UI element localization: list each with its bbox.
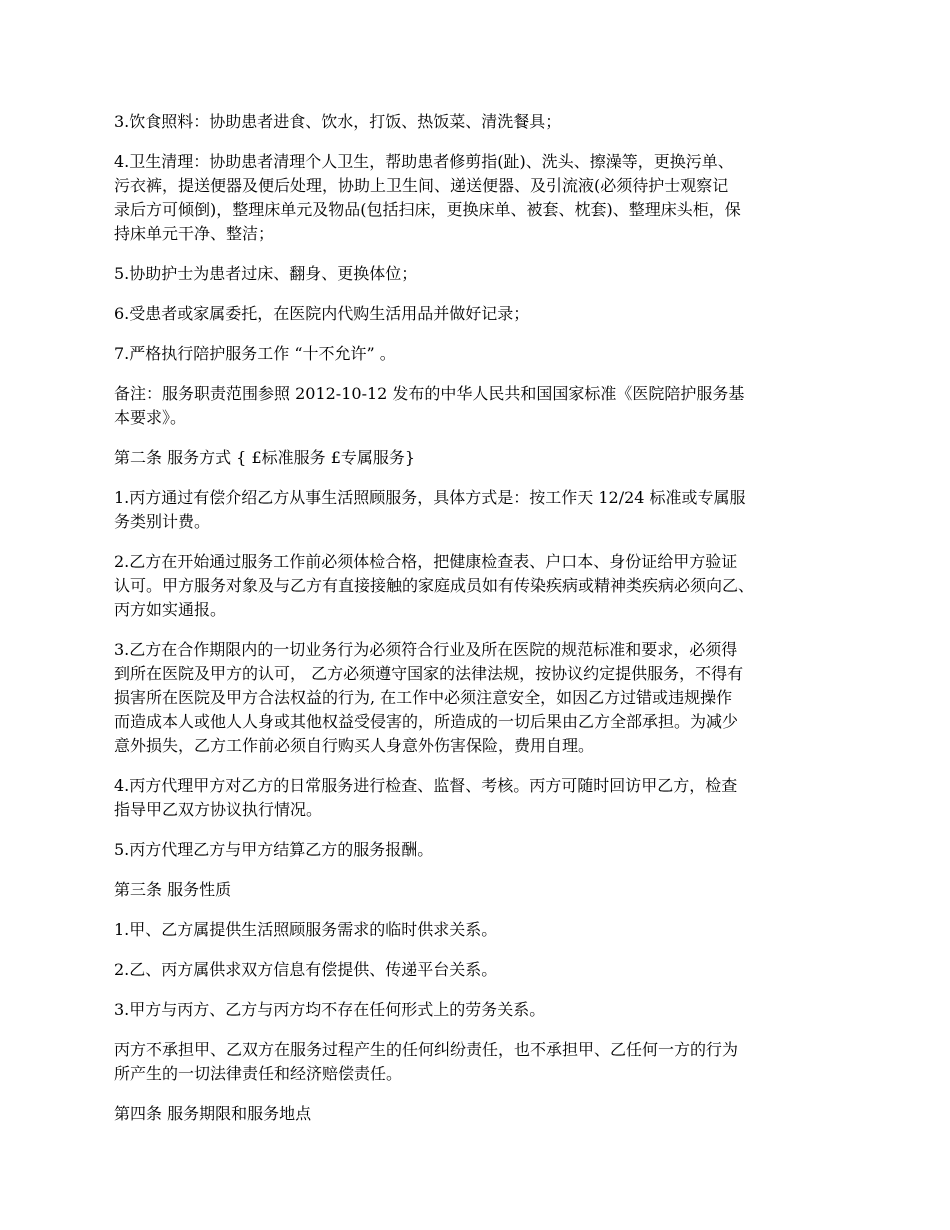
text-line: 指导甲乙双方协议执行情况。: [114, 800, 323, 819]
paragraph-article-3-item-3: [114, 998, 854, 1022]
paragraph-ten-rules: [114, 342, 854, 366]
paragraph-article-2-item-1: [114, 486, 854, 534]
text-line: 3.乙方在合作期限内的一切业务行为必须符合行业及所在医院的规范标准和要求，必须得: [114, 640, 738, 659]
text-line: 本要求》。: [114, 408, 187, 427]
text-line: 3.甲方与丙方、乙方与丙方均不存在任何形式上的劳务关系。: [114, 1000, 546, 1019]
paragraph-article-3-item-1: [114, 918, 854, 942]
text-line: 而造成本人或他人人身或其他权益受侵害的，所造成的一切后果由乙方全部承担。为减少: [114, 712, 739, 731]
paragraph-meal-care: [114, 110, 854, 134]
paragraph-hygiene: [114, 150, 854, 246]
text-line: 务类别计费。: [114, 512, 211, 531]
text-line: 污衣裤，提送便器及便后处理，协助上卫生间、递送便器、及引流液(必须待护士观察记: [114, 176, 729, 195]
paragraph-note: [114, 382, 854, 430]
text-line: 录后方可倾倒)，整理床单元及物品(包括扫床，更换床单、被套、枕套)、整理床头柜，保: [114, 200, 741, 219]
text-line: 所产生的一切法律责任和经济赔偿责任。: [114, 1064, 403, 1083]
text-line: 5.丙方代理乙方与甲方结算乙方的服务报酬。: [114, 840, 434, 859]
text-line: 丙方不承担甲、乙双方在服务过程产生的任何纠纷责任，也不承担甲、乙任何一方的行为: [114, 1040, 739, 1059]
paragraph-article-3-item-2: [114, 958, 854, 982]
text-line: 第二条 服务方式 { £标准服务 £专属服务}: [114, 448, 416, 467]
text-line: 第四条 服务期限和服务地点: [114, 1104, 312, 1123]
paragraph-article-2-item-5: [114, 838, 854, 862]
text-line: 1.丙方通过有偿介绍乙方从事生活照顾服务，具体方式是：按工作天 12/24 标准或专属服: [114, 488, 746, 507]
paragraph-assist-nurse: [114, 262, 854, 286]
text-line: 4.卫生清理：协助患者清理个人卫生，帮助患者修剪指(趾)、洗头、擦澡等，更换污单、: [114, 152, 734, 171]
heading-article-2: [114, 446, 854, 470]
text-line: 到所在医院及甲方的认可， 乙方必须遵守国家的法律法规，按协议约定提供服务，不得有: [114, 664, 744, 683]
text-line: 损害所在医院及甲方合法权益的行为, 在工作中必须注意安全，如因乙方过错或违规操作: [114, 688, 733, 707]
text-line: 5.协助护士为患者过床、翻身、更换体位；: [114, 264, 418, 283]
paragraph-article-2-item-2: [114, 550, 854, 622]
text-line: 2.乙方在开始通过服务工作前必须体检合格，把健康检查表、户口本、身份证给甲方验证: [114, 552, 738, 571]
text-line: 意外损失，乙方工作前必须自行购买人身意外伤害保险，费用自理。: [114, 736, 595, 755]
text-line: 6.受患者或家属委托，在医院内代购生活用品并做好记录；: [114, 304, 530, 323]
text-line: 1.甲、乙方属提供生活照顾服务需求的临时供求关系。: [114, 920, 498, 939]
text-line: 2.乙、丙方属供求双方信息有偿提供、传递平台关系。: [114, 960, 498, 979]
text-line: 认可。甲方服务对象及与乙方有直接接触的家庭成员如有传染疾病或精神类疾病必须向乙、: [114, 576, 755, 595]
text-line: 第三条 服务性质: [114, 880, 232, 899]
text-line: 持床单元干净、整洁；: [114, 224, 275, 243]
text-line: 备注：服务职责范围参照 2012-10-12 发布的中华人民共和国国家标准《医院陪护服务基: [114, 384, 745, 403]
document-page: [114, 110, 854, 1142]
text-line: 3.饮食照料：协助患者进食、饮水，打饭、热饭菜、清洗餐具；: [114, 112, 562, 131]
text-line: 7.严格执行陪护服务工作 “十不允许” 。: [114, 344, 396, 363]
paragraph-liability: [114, 1038, 854, 1086]
text-line: 丙方如实通报。: [114, 600, 227, 619]
text-line: 4.丙方代理甲方对乙方的日常服务进行检查、监督、考核。丙方可随时回访甲乙方，检查: [114, 776, 738, 795]
heading-article-4: [114, 1102, 854, 1126]
paragraph-article-2-item-3: [114, 638, 854, 758]
paragraph-article-2-item-4: [114, 774, 854, 822]
heading-article-3: [114, 878, 854, 902]
paragraph-purchase: [114, 302, 854, 326]
